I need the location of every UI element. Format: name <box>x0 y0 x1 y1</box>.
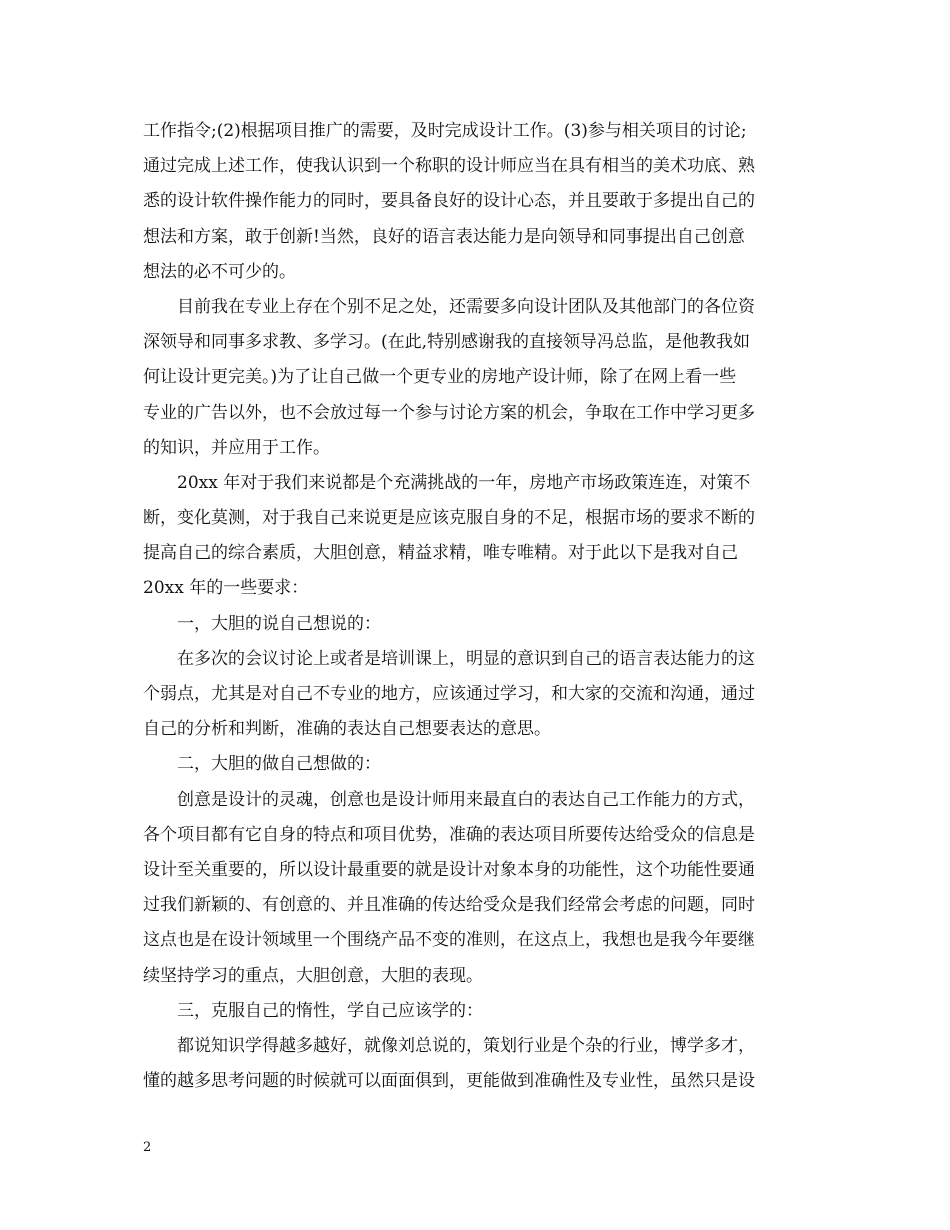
section-heading: 三，克服自己的惰性，学自己应该学的： <box>177 1000 483 1021</box>
paragraph-first-line: 目前我在专业上存在个别不足之处，还需要多向设计团队及其他部门的各位资 <box>177 296 755 317</box>
text-line: 断，变化莫测，对于我自己来说更是应该克服自身的不足，根据市场的要求不断的 <box>143 508 755 529</box>
text-line: 续坚持学习的重点，大胆创意，大胆的表现。 <box>143 965 483 986</box>
text-line: 通过完成上述工作，使我认识到一个称职的设计师应当在具有相当的美术功底、熟 <box>143 156 755 177</box>
section-heading: 二，大胆的做自己想做的： <box>177 754 381 775</box>
document-body <box>143 114 813 1099</box>
text-line: 悉的设计软件操作能力的同时，要具备良好的设计心态，并且要敢于多提出自己的 <box>143 191 755 212</box>
text-line: 个弱点，尤其是对自己不专业的地方，应该通过学习，和大家的交流和沟通，通过 <box>143 684 755 704</box>
text-line: 过我们新颖的、有创意的、并且准确的传达给受众是我们经常会考虑的问题，同时 <box>143 895 755 916</box>
text-line: 提高自己的综合素质，大胆创意，精益求精，唯专唯精。对于此以下是我对自己 <box>143 543 738 564</box>
text-line: 想法和方案，敢于创新!当然，良好的语言表达能力是向领导和同事提出自己创意 <box>143 226 745 247</box>
text-line: 20xx 年的一些要求： <box>143 578 309 599</box>
text-line: 这点也是在设计领域里一个围绕产品不变的准则，在这点上，我想也是我今年要继 <box>143 930 755 951</box>
text-line: 何让设计更完美。)为了让自己做一个更专业的房地产设计师，除了在网上看一些 <box>143 367 737 388</box>
paragraph-first-line: 创意是设计的灵魂，创意也是设计师用来最直白的表达自己工作能力的方式， <box>177 789 755 810</box>
text-line: 工作指令;(2)根据项目推广的需要，及时完成设计工作。(3)参与相关项目的讨论; <box>143 121 747 141</box>
paragraph-first-line: 都说知识学得越多越好，就像刘总说的，策划行业是个杂的行业，博学多才， <box>177 1035 755 1056</box>
text-line: 设计至关重要的，所以设计最重要的就是设计对象本身的功能性，这个功能性要通 <box>143 859 755 880</box>
section-heading: 一，大胆的说自己想说的： <box>177 613 381 634</box>
text-line: 专业的广告以外，也不会放过每一个参与讨论方案的机会，争取在工作中学习更多 <box>143 402 755 423</box>
text-line: 懂的越多思考问题的时候就可以面面俱到，更能做到准确性及专业性，虽然只是设 <box>143 1071 755 1092</box>
page-number: 2 <box>143 1140 152 1155</box>
text-line: 深领导和同事多求教、多学习。(在此,特别感谢我的直接领导冯总监，是他教我如 <box>143 332 751 353</box>
text-line: 各个项目都有它自身的特点和项目优势，准确的表达项目所要传达给受众的信息是 <box>143 824 755 845</box>
text-line: 想法的必不可少的。 <box>143 261 296 282</box>
text-line: 的知识，并应用于工作。 <box>143 437 330 458</box>
paragraph-first-line: 20xx 年对于我们来说都是个充满挑战的一年，房地产市场政策连连，对策不 <box>177 472 751 493</box>
text-line: 自己的分析和判断，准确的表达自己想要表达的意思。 <box>143 719 551 740</box>
paragraph-first-line: 在多次的会议讨论上或者是培训课上，明显的意识到自己的语言表达能力的这 <box>177 648 755 669</box>
